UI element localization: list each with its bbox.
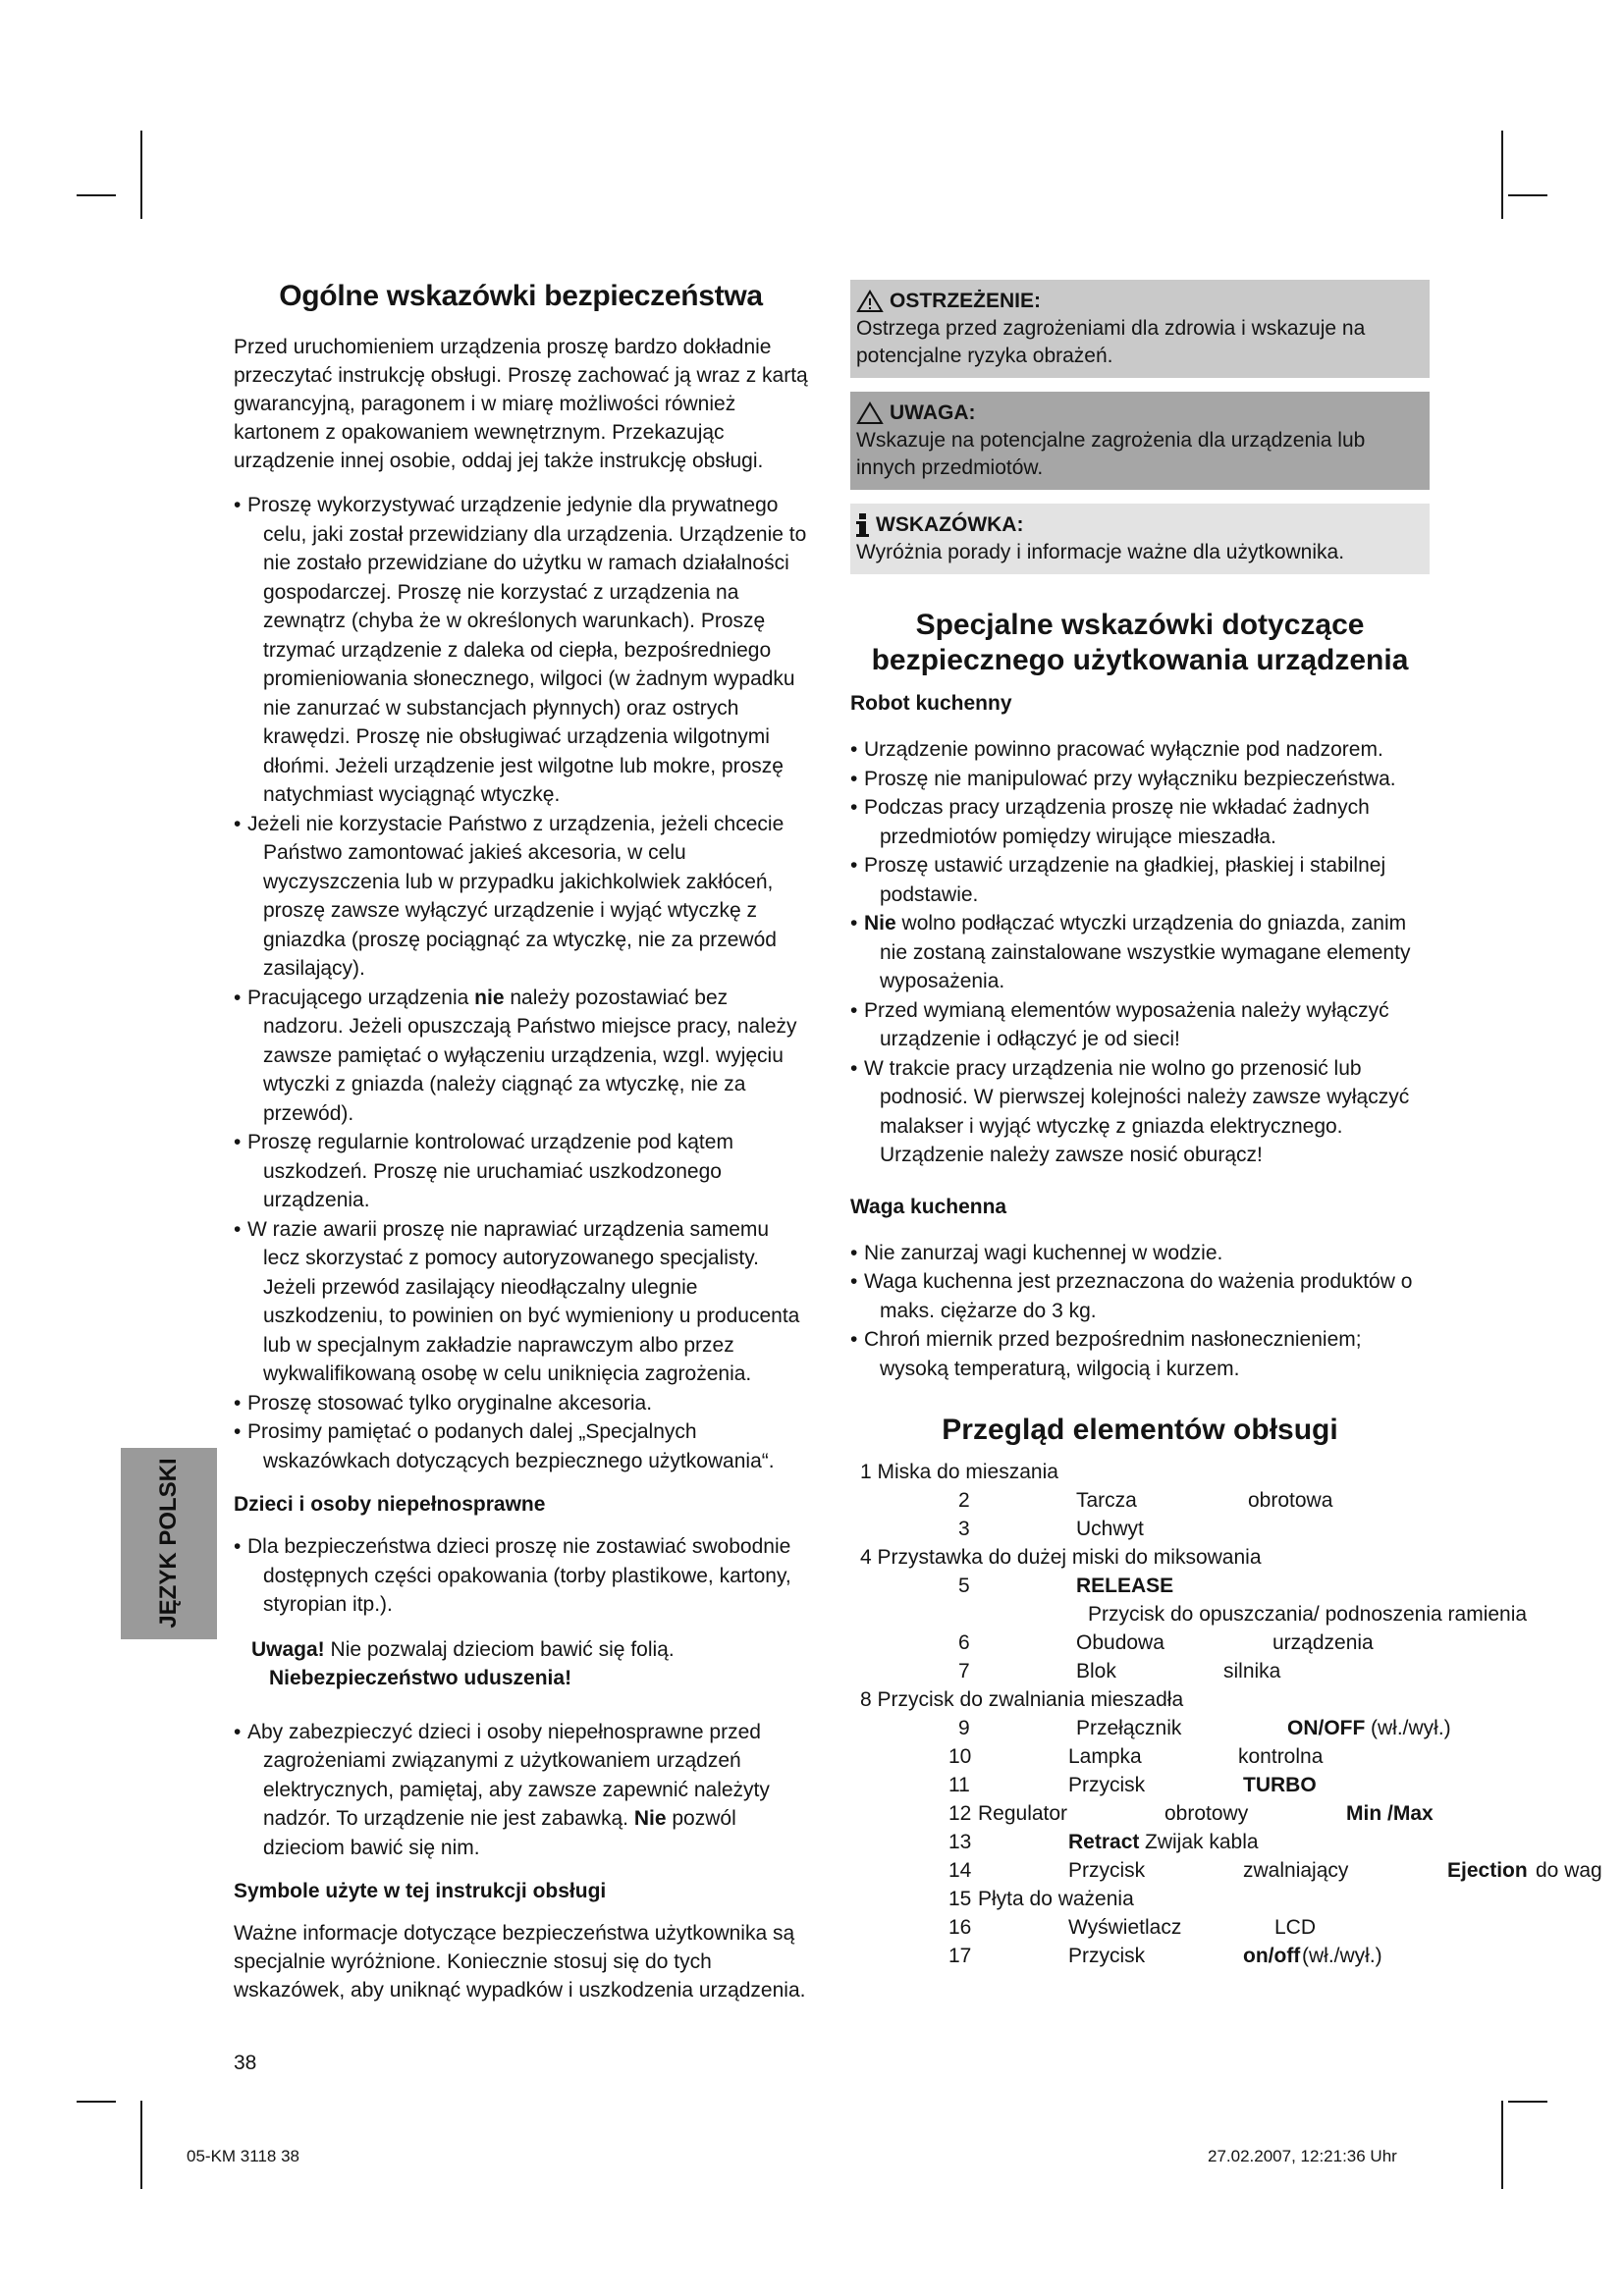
crop-mark: [1501, 2101, 1503, 2189]
list-item: • Przed wymianą elementów wyposażenia należy wyłączyć urządzenie i odłączyć je od sieci!: [850, 996, 1430, 1054]
symbols-paragraph: Ważne informacje dotyczące bezpieczeństwa użytkownika są specjalnie wyróżnione. Koniecznie stosuj się do tych wskazówek, aby uniknąć wypadków i uszkodzenia urządzenia.: [234, 1922, 806, 2002]
list-item: • Podczas pracy urządzenia proszę nie wkładać żadnych przedmiotów pomiędzy wirujące mieszadła.: [850, 793, 1430, 851]
part-item: 7 Blok silnika: [958, 1660, 1281, 1682]
hint-box: [850, 504, 1430, 574]
left-column: [234, 280, 808, 2020]
scale-heading: Waga kuchenna: [850, 1195, 1007, 1218]
warning-triangle-icon: [856, 290, 884, 313]
crop-mark: [77, 194, 116, 196]
list-item: • W razie awarii proszę nie naprawiać urządzenia samemu lecz skorzystać z pomocy autoryzowanego specjalisty. Jeżeli przewód zasilający nieodłączalny ulegnie uszkodzeniu, to powinien on być wymieniony u producenta lub w specjalnym zakładzie naprawczym albo przez wykwalifikowaną osobę w celu uniknięcia zagrożenia.: [234, 1215, 808, 1389]
box-title: WSKAZÓWKA:: [876, 513, 1024, 536]
overview-heading: Przegląd elementów obłsugi: [942, 1414, 1338, 1446]
robot-list: [850, 735, 1430, 1170]
part-item: 11 Przycisk TURBO: [948, 1774, 1317, 1796]
part-item: Przycisk do opuszczania/ podnoszenia ramienia: [1088, 1603, 1528, 1626]
intro-paragraph: Przed uruchomieniem urządzenia proszę bardzo dokładnie przeczytać instrukcję obsługi. Proszę zachować ją wraz z kartą gwarancyjną, paragonem i w miarę możliwości również kartonem z opakowaniem wewnętrznym. Przekazując urządzenie innej osobie, oddaj jej także instrukcję obsługi.: [234, 336, 808, 472]
crop-mark: [77, 2101, 116, 2103]
language-tab: [121, 1448, 217, 1639]
part-item: 1 Miska do mieszania: [860, 1461, 1058, 1483]
list-item: • W trakcie pracy urządzenia nie wolno go przenosić lub podnosić. W pierwszej kolejności należy zawsze wyłączyć malakser i wyjąć wtyczkę z gniazda elektrycznego. Urządzenie należy zawsze nosić oburącz!: [850, 1054, 1430, 1170]
part-item: 17 Przycisk on/off (wł./wył.): [948, 1945, 1382, 1967]
part-item: 9 Przełącznik ON/OFF (wł./wył.): [958, 1717, 1451, 1739]
robot-heading: Robot kuchenny: [850, 692, 1012, 715]
list-item: • Jeżeli nie korzystacie Państwo z urządzenia, jeżeli chcecie Państwo zamontować jakieś akcesoria, w celu wyczyszczenia lub w przypadku jakichkolwiek zakłóceń, proszę zawsze wyłączyć urządzenie i wyjąć wtyczkę z gniazdka (proszę pociągnąć za wtyczkę, nie za przewód zasilający).: [234, 810, 808, 984]
symbols-heading: Symbole użyte w tej instrukcji obsługi: [234, 1880, 607, 1902]
warning-box: [850, 280, 1430, 378]
safety-list: [234, 491, 808, 1475]
box-title: UWAGA:: [890, 401, 976, 424]
list-item: • Nie zanurzaj wagi kuchennej w wodzie.: [850, 1239, 1430, 1268]
part-item: 15 Płyta do ważenia: [948, 1888, 1134, 1910]
list-item: • Proszę wykorzystywać urządzenie jedynie dla prywatnego celu, jaki został przewidziany dla urządzenia. Urządzenie to nie zostało przewidziane do użytku w ramach działalności gospodarczej. Proszę nie korzystać z urządzenia na zewnątrz (chyba że w określonych warunkach). Proszę trzymać urządzenie z daleka od ciepła, bezpośredniego promieniowania słonecznego, wilgoci (w żadnym wypadku nie zanurzać w substancjach płynnych) oraz ostrych krawędzi. Proszę nie obsługiwać urządzenia wilgotnymi dłońmi. Jeżeli urządzenie jest wilgotne lub mokre, proszę natychmiast wyciągnąć wtyczkę.: [234, 491, 808, 810]
box-text: Wskazuje na potencjalne zagrożenia dla urządzenia lub innych przedmiotów.: [856, 429, 1366, 479]
box-text: Wyróżnia porady i informacje ważne dla użytkownika.: [856, 541, 1345, 563]
scale-list: [850, 1239, 1430, 1384]
children-list-2: [234, 1718, 808, 1863]
list-item: • Waga kuchenna jest przeznaczona do ważenia produktów o maks. ciężarze do 3 kg.: [850, 1267, 1430, 1325]
page-number: 38: [234, 2052, 257, 2074]
caution-box: [850, 392, 1430, 490]
part-item: 13 Retract Zwijak kabla: [948, 1831, 1259, 1853]
crop-mark: [1508, 194, 1547, 196]
footer-left: 05-KM 3118 38: [187, 2147, 299, 2165]
list-item: • Chroń miernik przed bezpośrednim nasłonecznieniem; wysoką temperaturą, wilgocią i kurzem.: [850, 1325, 1430, 1383]
part-item: 5 RELEASE: [958, 1575, 1174, 1597]
crop-mark: [1501, 131, 1503, 219]
part-item: 4 Przystawka do dużej miski do miksowania: [860, 1546, 1262, 1569]
part-item: 16 Wyświetlacz LCD: [948, 1916, 1317, 1939]
info-icon: [856, 512, 870, 538]
caution-triangle-icon: [856, 401, 884, 425]
right-column: [850, 280, 1602, 1967]
part-item: 14 Przycisk zwalniający Ejection do wag: [948, 1859, 1602, 1882]
box-text: Ostrzega przed zagrożeniami dla zdrowia i wskazuje na potencjalne ryzyka obrażeń.: [856, 317, 1366, 367]
crop-mark: [140, 131, 142, 219]
list-item: • Proszę stosować tylko oryginalne akcesoria.: [234, 1389, 808, 1418]
list-item: • Aby zabezpieczyć dzieci i osoby niepełnosprawne przed zagrożeniami związanymi z użytkowaniem urządzeń elektrycznych, pamiętaj, aby zawsze zapewnić należyty nadzór. To urządzenie nie jest zabawką. Nie pozwól dzieciom bawić się nim.: [234, 1718, 808, 1863]
list-item: • Urządzenie powinno pracować wyłącznie pod nadzorem.: [850, 735, 1430, 765]
list-item: • Proszę regularnie kontrolować urządzenie pod kątem uszkodzeń. Proszę nie uruchamiać uszkodzonego urządzenia.: [234, 1128, 808, 1215]
part-item: 6 Obudowa urządzenia: [958, 1631, 1374, 1654]
language-label: JĘZYK POLSKI: [155, 1458, 182, 1629]
suffocation-warning: Uwaga! Nie pozwalaj dzieciom bawić się folią. Niebezpieczeństwo uduszenia!: [251, 1637, 675, 1689]
part-item: 2 Tarcza obrotowa: [958, 1489, 1333, 1512]
children-heading: Dzieci i osoby niepełnosprawne: [234, 1493, 546, 1516]
list-item: • Pracującego urządzenia nie należy pozostawiać bez nadzoru. Jeżeli opuszczają Państwo miejsce pracy, należy zawsze pamiętać o wyłączeniu urządzenia, wzgl. wyjęciu wtyczki z gniazda (należy ciągnąć za wtyczkę, nie za przewód).: [234, 984, 808, 1129]
crop-mark: [1508, 2101, 1547, 2103]
crop-mark: [140, 2101, 142, 2189]
list-item: • Proszę ustawić urządzenie na gładkiej, płaskiej i stabilnej podstawie.: [850, 851, 1430, 909]
box-title: OSTRZEŻENIE:: [890, 290, 1042, 312]
list-item: • Dla bezpieczeństwa dzieci proszę nie zostawiać swobodnie dostępnych części opakowania (torby plastikowe, kartony, styropian itp.).: [234, 1532, 808, 1620]
list-item: • Nie wolno podłączać wtyczki urządzenia do gniazda, zanim nie zostaną zainstalowane wszystkie wymagane elementy wyposażenia.: [850, 909, 1430, 996]
part-item: 3 Uchwyt: [958, 1518, 1144, 1540]
footer-right: 27.02.2007, 12:21:36 Uhr: [1208, 2147, 1397, 2165]
part-item: 10 Lampka kontrolna: [948, 1745, 1324, 1768]
list-item: • Proszę nie manipulować przy wyłączniku bezpieczeństwa.: [850, 765, 1430, 794]
part-item: 8 Przycisk do zwalniania mieszadła: [860, 1688, 1184, 1711]
list-item: • Prosimy pamiętać o podanych dalej „Specjalnych wskazówkach dotyczących bezpiecznego użytkowania“.: [234, 1417, 808, 1475]
part-item: 12 Regulator obrotowy Min /Max: [948, 1802, 1434, 1825]
special-heading: Specjalne wskazówki dotyczące bezpiecznego użytkowania urządzenia: [871, 609, 1409, 676]
children-list: [234, 1532, 808, 1620]
page-title: Ogólne wskazówki bezpieczeństwa: [279, 280, 763, 312]
